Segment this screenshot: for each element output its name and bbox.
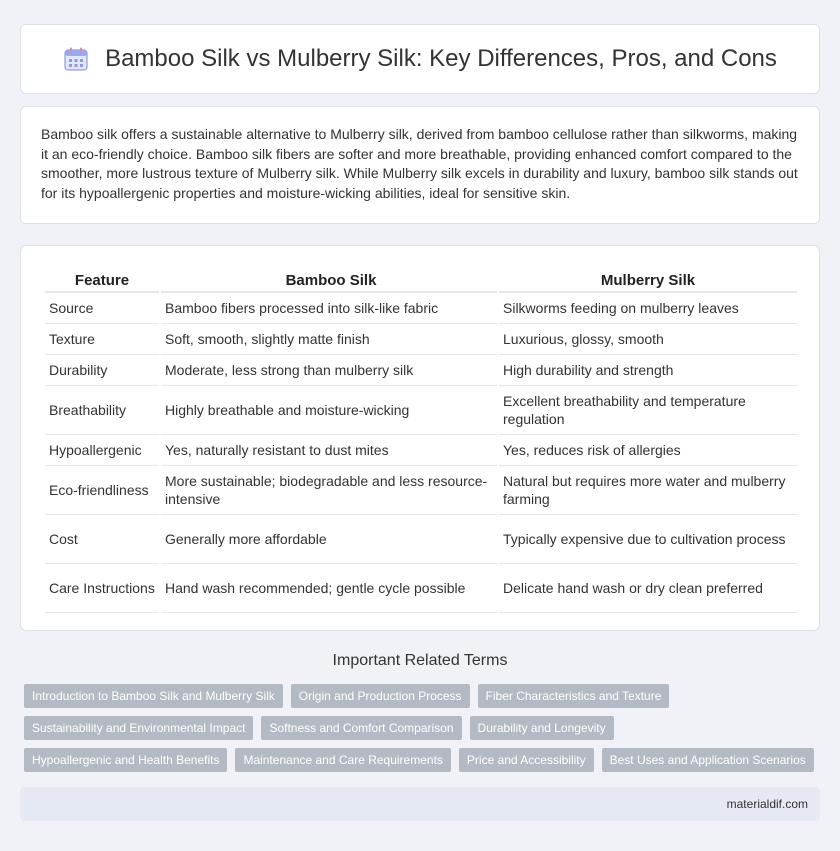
bamboo-cell: More sustainable; biodegradable and less resource-intensive	[161, 466, 497, 515]
table-row	[45, 515, 797, 564]
tag-link[interactable]: Fiber Characteristics and Texture	[478, 684, 670, 708]
tag-link[interactable]: Introduction to Bamboo Silk and Mulberry Silk	[24, 684, 283, 708]
related-terms-title: Important Related Terms	[332, 652, 508, 669]
tag-row	[24, 748, 824, 772]
feature-cell: Hypoallergenic	[45, 435, 159, 466]
bamboo-cell: Hand wash recommended; gentle cycle possible	[161, 564, 497, 613]
intro-section	[20, 106, 820, 224]
bamboo-cell: Moderate, less strong than mulberry silk	[161, 355, 497, 386]
tag-link[interactable]: Price and Accessibility	[459, 748, 594, 772]
mulberry-cell: Natural but requires more water and mulberry farming	[499, 466, 797, 515]
page-header	[20, 24, 820, 94]
tag-link[interactable]: Sustainability and Environmental Impact	[24, 716, 253, 740]
mulberry-cell: Silkworms feeding on mulberry leaves	[499, 293, 797, 324]
comparison-table-card	[20, 245, 820, 631]
mulberry-cell: Luxurious, glossy, smooth	[499, 324, 797, 355]
mulberry-cell: Typically expensive due to cultivation process	[499, 515, 797, 564]
tag-link[interactable]: Softness and Comfort Comparison	[261, 716, 461, 740]
tag-row	[24, 684, 824, 708]
page-footer	[20, 787, 820, 821]
feature-cell: Eco-friendliness	[45, 466, 159, 515]
intro-text: Bamboo silk offers a sustainable alternative to Mulberry silk, derived from bamboo cellulose rather than silkworms, making it an eco-friendly choice. Bamboo silk fibers are softer and more breathable, providing enhanced comfort compared to the smoother, more lustrous texture of Mulberry silk. While Mulberry silk excels in durability and luxury, bamboo silk stands out for its hypoallergenic properties and moisture-wicking abilities, ideal for sensitive skin.	[41, 126, 798, 201]
feature-cell: Durability	[45, 355, 159, 386]
comparison-table	[43, 266, 799, 613]
table-row	[45, 324, 797, 355]
mulberry-cell: High durability and strength	[499, 355, 797, 386]
feature-cell: Cost	[45, 515, 159, 564]
bamboo-cell: Generally more affordable	[161, 515, 497, 564]
table-row	[45, 293, 797, 324]
feature-cell: Care Instructions	[45, 564, 159, 613]
table-row	[45, 466, 797, 515]
tag-link[interactable]: Maintenance and Care Requirements	[235, 748, 450, 772]
tag-link[interactable]: Best Uses and Application Scenarios	[602, 748, 814, 772]
feature-cell: Texture	[45, 324, 159, 355]
mulberry-cell: Yes, reduces risk of allergies	[499, 435, 797, 466]
header-bamboo-silk: Bamboo Silk	[161, 266, 497, 293]
tag-link[interactable]: Durability and Longevity	[470, 716, 614, 740]
mulberry-cell: Delicate hand wash or dry clean preferred	[499, 564, 797, 613]
feature-cell: Source	[45, 293, 159, 324]
bamboo-cell: Soft, smooth, slightly matte finish	[161, 324, 497, 355]
tag-link[interactable]: Origin and Production Process	[291, 684, 470, 708]
header-mulberry-silk: Mulberry Silk	[499, 266, 797, 293]
bamboo-cell: Highly breathable and moisture-wicking	[161, 386, 497, 435]
feature-cell: Breathability	[45, 386, 159, 435]
page-title: Bamboo Silk vs Mulberry Silk: Key Differences, Pros, and Cons	[105, 45, 777, 72]
tag-link[interactable]: Hypoallergenic and Health Benefits	[24, 748, 227, 772]
table-row	[45, 564, 797, 613]
table-row	[45, 386, 797, 435]
table-row	[45, 355, 797, 386]
table-row	[45, 435, 797, 466]
calendar-icon	[63, 46, 89, 72]
bamboo-cell: Bamboo fibers processed into silk-like fabric	[161, 293, 497, 324]
footer-site-link[interactable]: materialdif.com	[726, 797, 808, 811]
tag-row	[24, 716, 824, 740]
mulberry-cell: Excellent breathability and temperature regulation	[499, 386, 797, 435]
header-feature: Feature	[45, 266, 159, 293]
bamboo-cell: Yes, naturally resistant to dust mites	[161, 435, 497, 466]
table-header-row	[45, 266, 797, 293]
related-terms-tags	[24, 684, 824, 780]
